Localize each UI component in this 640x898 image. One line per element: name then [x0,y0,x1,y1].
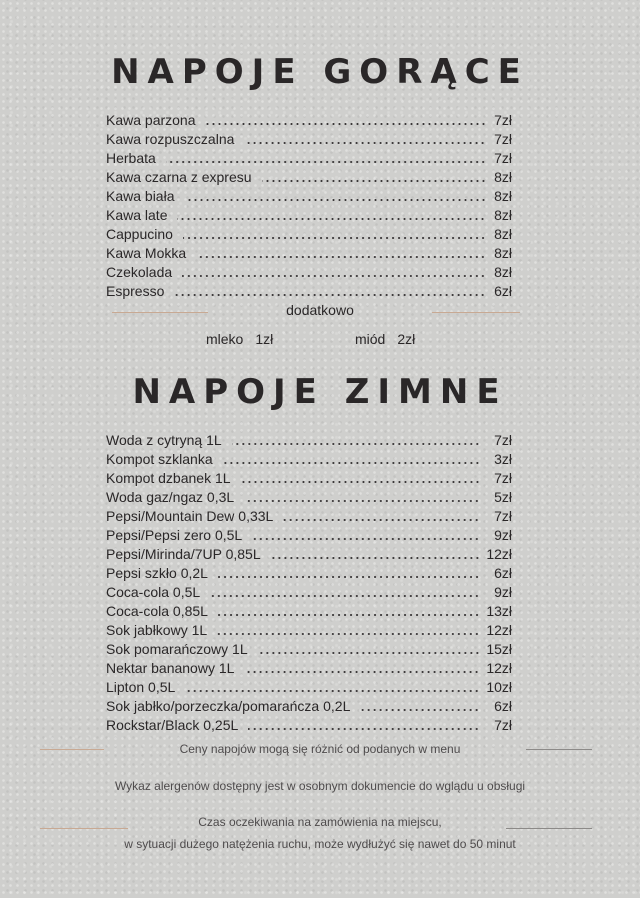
divider-right [506,828,592,829]
extra-item-name: mleko [206,331,244,347]
dot-leader [196,256,486,258]
menu-item-price: 8zł [494,169,512,185]
dot-leader [252,538,480,540]
menu-item-name: Herbata [106,150,156,166]
dot-leader [217,633,480,635]
menu-item-name: Kawa rozpuszczalna [106,131,235,147]
hot-drinks-title: NAPOJE GORĄCE [111,52,529,92]
wait-note-line-1: Czas oczekiwania na zamówienia na miejscu, [198,815,442,829]
divider-right [526,749,592,750]
extra-item-price: 1zł [255,331,274,347]
menu-item-price: 6zł [494,283,512,299]
menu-item-price: 8zł [494,264,512,280]
menu-item-price: 12zł [486,622,512,638]
dot-leader [177,218,486,220]
menu-item [106,545,512,564]
menu-item [106,431,512,450]
menu-item-name: Lipton 0,5L [106,679,176,695]
menu-item [106,697,512,716]
menu-item-price: 12zł [486,546,512,562]
dot-leader [244,671,480,673]
menu-item [106,640,512,659]
dot-leader [262,180,486,182]
menu-item-price: 10zł [486,679,512,695]
dot-leader [218,576,480,578]
hot-drinks-list [106,111,512,301]
dot-leader [210,595,480,597]
menu-item-price: 6zł [494,565,512,581]
dot-leader [271,557,480,559]
menu-item [106,526,512,545]
menu-item [106,507,512,526]
menu-item-price: 9zł [494,584,512,600]
allergen-note: Wykaz alergenów dostępny jest w osobnym dokumencie do wglądu u obsługi [114,779,526,793]
dot-leader [183,237,486,239]
menu-item-price: 7zł [494,131,512,147]
menu-item-name: Woda gaz/ngaz 0,3L [106,489,235,505]
dot-leader [166,161,486,163]
dot-leader [218,614,480,616]
dot-leader [206,123,486,125]
dot-leader [360,709,480,711]
dot-leader [258,652,480,654]
dot-leader [185,690,480,692]
dot-leader [283,519,480,521]
menu-item-price: 15zł [486,641,512,657]
menu-item-name: Nektar bananowy 1L [106,660,235,676]
menu-item [106,244,512,263]
menu-item-name: Kawa biała [106,188,175,204]
menu-item [106,659,512,678]
menu-item [106,263,512,282]
menu-item-price: 5zł [494,489,512,505]
menu-item [106,130,512,149]
menu-item-name: Czekolada [106,264,173,280]
cold-drinks-list [106,431,512,735]
menu-item [106,111,512,130]
menu-item-price: 9zł [494,527,512,543]
extras-label: dodatkowo [286,302,354,318]
extra-item-name: miód [355,331,386,347]
menu-item-name: Kawa parzona [106,112,196,128]
menu-item-price: 3zł [494,451,512,467]
menu-item [106,469,512,488]
menu-item [106,678,512,697]
menu-item [106,187,512,206]
menu-item-price: 8zł [494,226,512,242]
menu-item [106,583,512,602]
menu-item-name: Kawa czarna z expresu [106,169,252,185]
menu-item-price: 8zł [494,188,512,204]
menu-item [106,621,512,640]
menu-item-name: Pepsi/Mountain Dew 0,33L [106,508,274,524]
menu-item [106,168,512,187]
menu-item [106,149,512,168]
menu-item-name: Rockstar/Black 0,25L [106,717,239,733]
menu-item-price: 6zł [494,698,512,714]
menu-item-price: 8zł [494,245,512,261]
divider-right [432,312,520,313]
menu-item-price: 8zł [494,207,512,223]
price-note: Ceny napojów mogą się różnić od podanych w menu [179,742,461,756]
menu-item-name: Kawa Mokka [106,245,187,261]
menu-item-name: Sok jabłkowy 1L [106,622,208,638]
menu-item-name: Coca-cola 0,85L [106,603,208,619]
menu-item-name: Pepsi/Pepsi zero 0,5L [106,527,243,543]
dot-leader [232,443,480,445]
menu-item [106,206,512,225]
menu-item [106,282,512,301]
menu-item [106,716,512,735]
dot-leader [244,500,480,502]
menu-item-name: Kawa late [106,207,168,223]
menu-item-name: Kompot szklanka [106,451,213,467]
menu-item-name: Cappucino [106,226,173,242]
menu-item-price: 7zł [494,432,512,448]
dot-leader [244,142,486,144]
menu-item-name: Kompot dzbanek 1L [106,470,231,486]
menu-item-name: Sok jabłko/porzeczka/pomarańcza 0,2L [106,698,351,714]
menu-item-price: 7zł [494,112,512,128]
menu-item-name: Pepsi szkło 0,2L [106,565,208,581]
extra-item-price: 2zł [397,331,416,347]
dot-leader [174,294,486,296]
wait-note-line-2: w sytuacji dużego natężenia ruchu, może wydłużyć się nawet do 50 minut [124,837,516,851]
extra-item-honey [355,331,415,347]
menu-item-name: Pepsi/Mirinda/7UP 0,85L [106,546,261,562]
menu-item-price: 7zł [494,470,512,486]
menu-item-price: 13zł [486,603,512,619]
menu-item-price: 12zł [486,660,512,676]
dot-leader [182,275,486,277]
menu-item [106,488,512,507]
cold-drinks-title: NAPOJE ZIMNE [132,372,508,412]
dot-leader [185,199,487,201]
menu-item-price: 7zł [494,150,512,166]
menu-item-name: Espresso [106,283,165,299]
menu-item [106,450,512,469]
menu-item [106,564,512,583]
menu-item [106,602,512,621]
menu-item-name: Woda z cytryną 1L [106,432,222,448]
extra-item-milk [206,331,273,347]
menu-item [106,225,512,244]
menu-item-price: 7zł [494,508,512,524]
dot-leader [248,728,480,730]
dot-leader [223,462,480,464]
menu-item-name: Coca-cola 0,5L [106,584,201,600]
menu-item-price: 7zł [494,717,512,733]
menu-item-name: Sok pomarańczowy 1L [106,641,248,657]
dot-leader [241,481,480,483]
